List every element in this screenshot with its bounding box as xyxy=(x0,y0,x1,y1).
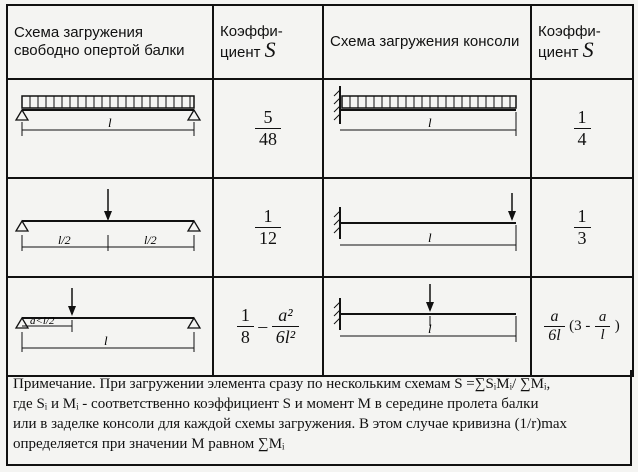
close-paren: ) xyxy=(614,318,620,334)
note-line-4: определяется при значении M равном ∑Mᵢ xyxy=(13,436,285,452)
header-row xyxy=(7,5,633,79)
beam-diagram xyxy=(8,179,212,271)
note-line-1: Примечание. При загружении элемента сразу по нескольким схемам S =∑SᵢMᵢ/ ∑Mᵢ, xyxy=(13,376,551,392)
scheme-row-offset-load xyxy=(7,277,633,376)
beam-offset-load-diagram xyxy=(7,277,213,376)
beam-uniform-load-diagram xyxy=(7,79,213,178)
cantilever-offset-coef xyxy=(531,277,633,376)
half-span-label: l/2 xyxy=(58,233,71,247)
cantilever-end-load-diagram xyxy=(323,178,531,277)
coef-fraction-1: $\frac{a}{6l}$ xyxy=(544,308,564,345)
coef-symbol: S xyxy=(582,36,594,62)
load-scheme-table xyxy=(6,4,634,377)
beam-diagram xyxy=(8,278,212,370)
beam-midspan-coef xyxy=(213,178,323,277)
coef-fraction: $\frac{5}{48}$ xyxy=(255,107,281,150)
beam-diagram xyxy=(8,80,212,172)
beam-offset-coef xyxy=(213,277,323,376)
scheme-row-point-load xyxy=(7,178,633,277)
cantilever-diagram xyxy=(324,80,530,172)
note-block xyxy=(6,370,632,466)
offset-label: a<l/2 xyxy=(30,315,55,327)
coef-fraction-1: $\frac{1}{8}$ xyxy=(237,305,254,348)
minus-sign: – xyxy=(258,316,268,336)
cantilever-diagram xyxy=(324,179,530,271)
span-label: l xyxy=(428,321,432,336)
coef-fraction: $\frac{1}{3}$ xyxy=(574,206,591,249)
beam-midspan-load-diagram xyxy=(7,178,213,277)
coef-fraction-2: $\frac{a}{l}$ xyxy=(595,309,611,344)
header-cantilever-scheme: Схема загружения консоли xyxy=(323,5,531,79)
span-label: l xyxy=(428,230,432,245)
note-line-3: или в заделке консоли для каждой схемы загружения. В этом случае кривизна (1/r)max xyxy=(13,416,568,432)
cantilever-uniform-load-diagram xyxy=(323,79,531,178)
coef-fraction: $\frac{1}{4}$ xyxy=(574,107,591,150)
note-line-2: где Sᵢ и Mᵢ - соответственно коэффициент S и момент M в середине пролета балки xyxy=(13,396,539,412)
header-beam-scheme: Схема загружения свободно опертой балки xyxy=(7,5,213,79)
cantilever-offset-load-diagram xyxy=(323,277,531,376)
coef-fraction: $\frac{1}{12}$ xyxy=(255,206,281,249)
scheme-row-uniform-load xyxy=(7,79,633,178)
span-label: l xyxy=(108,115,112,130)
half-span-label: l/2 xyxy=(144,233,157,247)
cantilever-diagram xyxy=(324,278,530,370)
cantilever-uniform-coef xyxy=(531,79,633,178)
span-label: l xyxy=(104,333,108,348)
coef-fraction-2: $\frac{\text{a²}}{\text{6l²}}$ xyxy=(272,305,299,348)
header-cantilever-coef: Коэффи-циент S xyxy=(531,5,633,79)
beam-uniform-coef xyxy=(213,79,323,178)
header-beam-coef: Коэффи-циент S xyxy=(213,5,323,79)
paren-expression: (3 - xyxy=(569,318,591,334)
cantilever-end-coef xyxy=(531,178,633,277)
coef-symbol: S xyxy=(264,36,276,62)
span-label: l xyxy=(428,115,432,130)
